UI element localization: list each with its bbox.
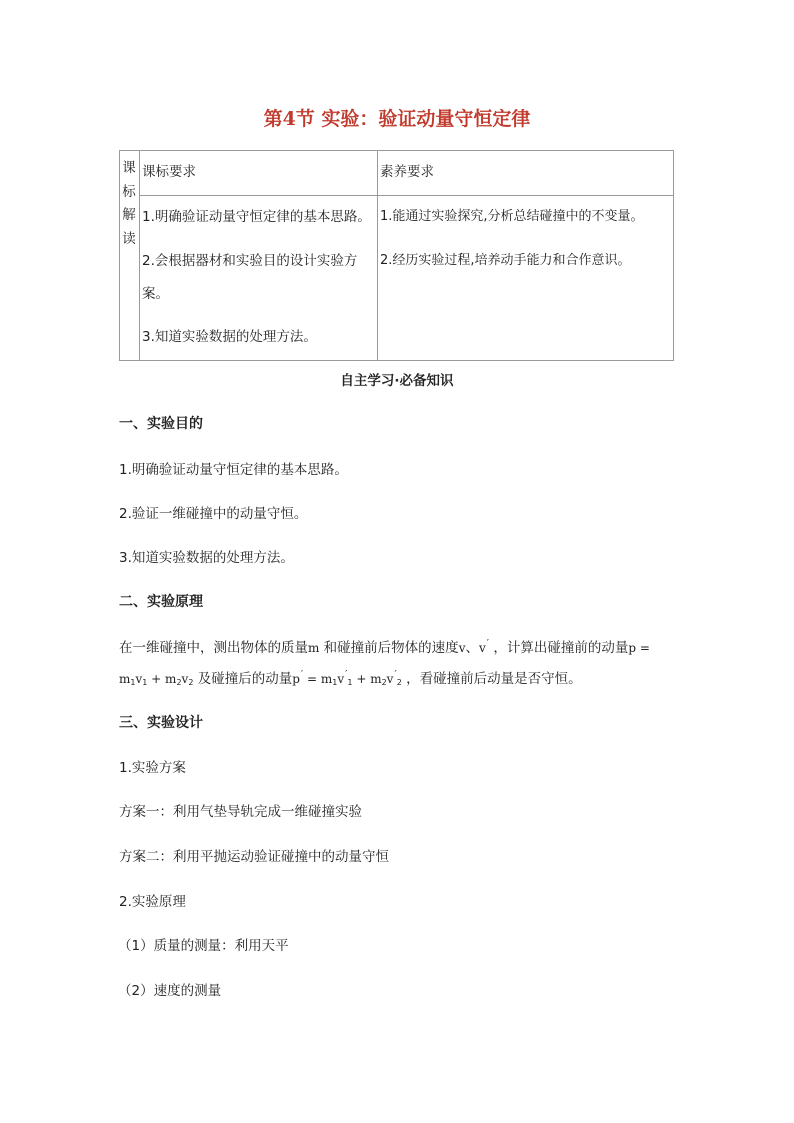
heading-objective: 一、实验目的 [119, 416, 203, 432]
principle-line-1: 在一维碰撞中，测出物体的质量m 和碰撞前后物体的速度v、v′ ，计算出碰撞前的动量p = [119, 638, 650, 656]
plan-item: 方案一：利用气垫导轨完成一维碰撞实验 [119, 804, 362, 820]
curriculum-item: 1.明确验证动量守恒定律的基本思路。 [142, 209, 371, 225]
objective-item: 1.明确验证动量守恒定律的基本思路。 [119, 462, 348, 478]
objective-item: 2.验证一维碰撞中的动量守恒。 [119, 506, 308, 522]
plan-item: 方案二：利用平抛运动验证碰撞中的动量守恒 [119, 849, 389, 865]
literacy-item: 1.能通过实验探究,分析总结碰撞中的不变量。 [380, 209, 644, 224]
design-subheading: 2.实验原理 [119, 894, 186, 910]
literacy-item: 2.经历实验过程,培养动手能力和合作意识。 [380, 253, 631, 268]
table-header-curriculum: 课标要求 [142, 164, 196, 180]
curriculum-table [119, 150, 674, 361]
page-title: 第4节 实验：验证动量守恒定律 [263, 108, 531, 130]
principle-item: （2）速度的测量 [118, 983, 222, 999]
objective-item: 3.知道实验数据的处理方法。 [119, 550, 294, 566]
design-subheading: 1.实验方案 [119, 760, 186, 776]
table-divider [139, 151, 140, 360]
heading-design: 三、实验设计 [119, 715, 203, 731]
table-divider [139, 195, 673, 196]
principle-line-2: $m_1v_1 + m_2v_2$ 及碰撞后的动量$p' = m_1v'_1 + m_2v'_2$ ，看碰撞前后动量是否守恒。 [119, 669, 582, 687]
curriculum-item: 3.知道实验数据的处理方法。 [142, 329, 317, 345]
side-label: 课 标 解 读 [122, 160, 136, 247]
curriculum-item: 案。 [142, 286, 169, 302]
heading-principle: 二、实验原理 [119, 594, 203, 610]
curriculum-item: 2.会根据器材和实验目的设计实验方 [142, 253, 358, 269]
section-title: 自主学习·必备知识 [340, 373, 454, 389]
table-divider [377, 151, 378, 360]
principle-item: （1）质量的测量：利用天平 [118, 938, 289, 954]
table-header-literacy: 素养要求 [380, 164, 434, 180]
